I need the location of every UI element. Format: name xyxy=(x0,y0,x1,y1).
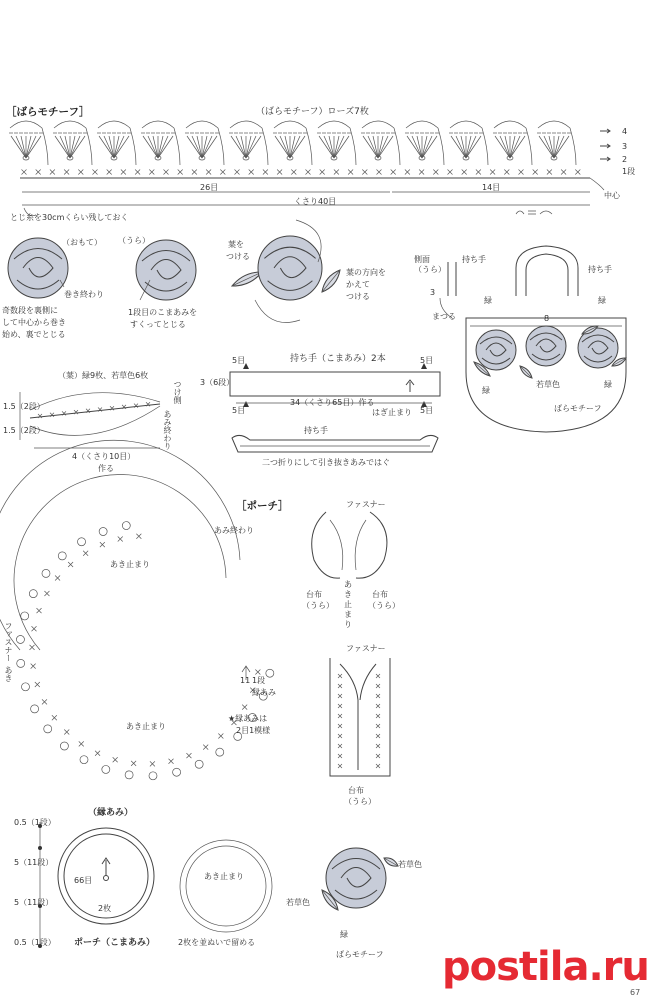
strip-cross xyxy=(575,170,580,175)
petal-arc xyxy=(142,121,174,128)
scallop xyxy=(216,748,224,756)
arc-guide xyxy=(255,300,300,323)
handle-5-tl: 5目 xyxy=(232,356,246,365)
tall-stitch xyxy=(334,136,344,158)
pouch-cross xyxy=(203,745,208,750)
dim-2: 5（11段） xyxy=(14,858,54,867)
dim-dot xyxy=(38,846,42,850)
leaf-title: （葉）緑9枚、若草色6枚 xyxy=(58,371,149,380)
pouch-cross xyxy=(52,715,57,720)
tall-stitch xyxy=(114,136,124,158)
tall-stitch xyxy=(500,136,510,158)
bag-green-l: 緑 xyxy=(484,296,492,305)
tall-stitch xyxy=(16,136,26,158)
petal-side xyxy=(482,128,488,165)
tall-stitch xyxy=(554,136,564,158)
pouch-center xyxy=(104,876,109,881)
strip-cross xyxy=(121,170,126,175)
scallop xyxy=(58,552,66,560)
pouch-cross xyxy=(169,759,174,764)
pouch-cross xyxy=(136,534,141,539)
caption-2: 2枚を並ぬいで留める xyxy=(178,938,256,947)
zipper-teeth xyxy=(330,520,366,570)
strip-cross xyxy=(391,170,396,175)
zipper-stitch xyxy=(338,714,342,718)
strip-cross xyxy=(164,170,169,175)
tall-stitch xyxy=(544,136,554,158)
leaf-attach-side: つけ側 xyxy=(173,380,182,404)
pouch-cross xyxy=(131,761,136,766)
zipper-stitch xyxy=(376,704,380,708)
bag-side-back: （うら） xyxy=(414,265,446,274)
tall-stitch xyxy=(60,136,70,158)
zipper-pull xyxy=(340,664,376,770)
handle-label: 持ち手 xyxy=(304,426,328,435)
stitches-66: 66目 xyxy=(74,876,93,885)
dim-1: 0.5（1段） xyxy=(14,818,56,827)
bag-num-3: 3 xyxy=(430,288,436,297)
zipper-stitch xyxy=(338,724,342,728)
scallop xyxy=(60,742,68,750)
edge-title: （縁あみ） xyxy=(88,808,134,818)
scallop xyxy=(42,569,50,577)
handle-5-bl: 5目 xyxy=(232,406,246,415)
zipper-stitch xyxy=(376,734,380,738)
strip-cross xyxy=(405,170,410,175)
leaf-vein xyxy=(520,366,532,378)
zipper-stitch xyxy=(376,724,380,728)
petal-side xyxy=(438,128,444,165)
rose-front-label: （おもて） xyxy=(62,238,102,247)
leaf-attach-1: 葉を xyxy=(228,240,244,249)
tall-stitch xyxy=(456,136,466,158)
row-label-3: 3 xyxy=(622,142,628,151)
zipper-stitch xyxy=(376,674,380,678)
watermark-logo: postila.ru xyxy=(442,944,649,990)
zipper-stitch xyxy=(376,744,380,748)
pouch-row1: 1段 xyxy=(252,676,266,685)
wind-note-2: して中心から巻き xyxy=(2,318,66,327)
dim-3: 5（11段） xyxy=(14,898,54,907)
pouch-edge-label: 縁あみ xyxy=(252,688,276,697)
leaf-chart-center xyxy=(30,404,160,418)
pouch-caption: ポーチ（こまあみ） xyxy=(74,938,156,948)
rose-back-label: （うら） xyxy=(118,236,150,245)
handle-strip xyxy=(230,372,440,396)
tall-stitch xyxy=(70,136,80,158)
pouch-cross xyxy=(44,591,49,596)
pouch-cross xyxy=(95,751,100,756)
strip-cross xyxy=(64,170,69,175)
handle-height: 3（6段） xyxy=(200,378,235,387)
pouch-cross xyxy=(113,757,118,762)
pouch-cross xyxy=(150,761,155,766)
leaf-dir-2: かえて xyxy=(346,280,370,289)
strip-cross xyxy=(36,170,41,175)
petal-side xyxy=(394,128,400,165)
strip-cross xyxy=(235,170,240,175)
leaf-chart-top xyxy=(30,393,160,410)
zipper-stitch xyxy=(338,694,342,698)
base-l-2: （うら） xyxy=(302,601,334,610)
stitched-circle-outer xyxy=(180,840,272,932)
stop-char-1: あ xyxy=(344,580,352,589)
pouch-cross xyxy=(255,670,260,675)
base-r-1: 台布 xyxy=(372,590,388,599)
strip-cross xyxy=(377,170,382,175)
bag-green-b2: 緑 xyxy=(604,380,612,389)
bag-handle-outer xyxy=(516,246,578,296)
center-arrow xyxy=(590,178,604,190)
petal-side xyxy=(306,128,312,165)
bag-motif-label: ばらモチーフ xyxy=(554,404,602,413)
petal-arc xyxy=(186,121,218,128)
petal-arc xyxy=(54,121,86,128)
close-note-1: 1段目のこまあみを xyxy=(128,308,198,317)
strip-cross xyxy=(448,170,453,175)
strip-cross xyxy=(490,170,495,175)
wind-note-1: 奇数段を裏側に xyxy=(2,306,58,315)
handle-fold-note: 二つ折りにして引き抜きあみではぐ xyxy=(262,458,390,467)
petal-arc xyxy=(274,121,306,128)
strip-cross xyxy=(476,170,481,175)
dim-4: 0.5（1段） xyxy=(14,938,56,947)
strip-cross xyxy=(22,170,27,175)
strip-cross xyxy=(433,170,438,175)
tall-stitch xyxy=(280,136,290,158)
pouch-cross xyxy=(55,576,60,581)
rose-section-title: ［ばらモチーフ］ xyxy=(6,106,90,118)
row-label-2: 2 xyxy=(622,155,628,164)
bag-sew-label: まつる xyxy=(432,312,456,321)
tall-stitch xyxy=(290,136,300,158)
leaf-chart-bottom xyxy=(30,406,160,435)
pouch-cross xyxy=(79,741,84,746)
pouch-cross xyxy=(68,562,73,567)
petal-side xyxy=(218,128,224,165)
petal-side xyxy=(174,128,180,165)
strip-cross xyxy=(348,170,353,175)
center-label: 中心 xyxy=(604,191,620,200)
petal-arc xyxy=(10,121,42,128)
strip-cross xyxy=(419,170,424,175)
stop-char-2: き xyxy=(344,590,352,599)
pouch-zipper-opening-2: あき xyxy=(4,666,13,682)
base-l-1: 台布 xyxy=(306,590,322,599)
petal-side xyxy=(526,128,532,165)
bag-green-b1: 緑 xyxy=(482,386,490,395)
leaf-attach-2: つける xyxy=(226,252,250,261)
leaf-vein xyxy=(322,270,340,292)
pouch-cross xyxy=(30,645,35,650)
scallop xyxy=(173,768,181,776)
zipper-stitch xyxy=(338,754,342,758)
pouch-cross xyxy=(186,753,191,758)
pieces-2: 2枚 xyxy=(98,904,112,913)
petal-side xyxy=(262,128,268,165)
strip-cross xyxy=(561,170,566,175)
base-r-2: （うら） xyxy=(368,601,400,610)
zipper-stitch xyxy=(376,764,380,768)
count-14: 14目 xyxy=(482,183,501,192)
row-label-1: 1段 xyxy=(622,167,636,176)
petal-side xyxy=(86,128,92,165)
pouch-cross xyxy=(64,729,69,734)
tall-stitch xyxy=(466,136,476,158)
stop-char-4: ま xyxy=(344,610,352,619)
strip-cross xyxy=(334,170,339,175)
petal-side xyxy=(130,128,136,165)
petal-arc xyxy=(406,121,438,128)
bag-handle-label: 持ち手 xyxy=(462,255,486,264)
pouch-ring-outer xyxy=(0,440,240,650)
pouch-cross xyxy=(37,608,42,613)
tall-stitch xyxy=(192,136,202,158)
strip-cross xyxy=(206,170,211,175)
bag-wakakusa: 若草色 xyxy=(536,380,560,389)
leaf-dir-1: 葉の方向を xyxy=(346,268,386,277)
scallop xyxy=(21,683,29,691)
scallop xyxy=(21,612,29,620)
scallop xyxy=(195,760,203,768)
strip-cross xyxy=(519,170,524,175)
pouch-edge-note-2: 2目1模様 xyxy=(236,726,271,735)
stop-char-3: 止 xyxy=(344,600,352,609)
pouch-cross xyxy=(31,664,36,669)
tall-stitch xyxy=(26,136,36,158)
bag-green-r: 緑 xyxy=(598,296,606,305)
strip-cross xyxy=(135,170,140,175)
wind-end-label: 巻き終わり xyxy=(64,290,104,299)
scallop xyxy=(31,705,39,713)
pouch-knit-end: あみ終わり xyxy=(214,526,254,535)
strip-cross xyxy=(306,170,311,175)
tall-stitch xyxy=(202,136,212,158)
pouch-cross xyxy=(218,733,223,738)
zipper-stitch xyxy=(338,674,342,678)
folded-handle xyxy=(232,435,438,452)
strip-cross xyxy=(277,170,282,175)
scallop xyxy=(122,522,130,530)
petal-arc xyxy=(230,121,262,128)
strip-cross xyxy=(178,170,183,175)
scallop xyxy=(102,765,110,773)
zipper-stitch xyxy=(376,714,380,718)
petal-arc xyxy=(538,121,570,128)
strip-cross xyxy=(107,170,112,175)
pouch-arrow xyxy=(102,858,110,876)
handle-gather: はぎ止まり xyxy=(372,408,412,417)
zipper-stitch xyxy=(338,764,342,768)
petal-side xyxy=(570,128,576,165)
zipper-stitch xyxy=(338,704,342,708)
scallop xyxy=(149,772,157,780)
tall-stitch xyxy=(368,136,378,158)
strip-cross xyxy=(320,170,325,175)
tall-stitch xyxy=(246,136,256,158)
page-number: 67 xyxy=(630,988,641,997)
handle-title: 持ち手（こまあみ）2本 xyxy=(290,354,386,364)
scallop xyxy=(44,725,52,733)
pouch-opening-top: あき止まり xyxy=(110,560,150,569)
pouch-cross xyxy=(35,682,40,687)
scallop xyxy=(125,771,133,779)
wakakusa-1: 若草色 xyxy=(398,860,422,869)
zipper-top xyxy=(312,512,387,578)
scallop xyxy=(29,590,37,598)
tall-stitch xyxy=(236,136,246,158)
scallop xyxy=(17,659,25,667)
leaf-dir-3: つける xyxy=(346,292,370,301)
wind-note-3: 始め、裏でとじる xyxy=(2,330,66,339)
pouch-cross xyxy=(242,705,247,710)
pouch-zipper-opening-1: ファスナー xyxy=(4,622,13,662)
strip-cross xyxy=(249,170,254,175)
strip-cross xyxy=(149,170,154,175)
strip-cross xyxy=(263,170,268,175)
rose-chart-title: （ばらモチーフ）ローズ7枚 xyxy=(256,107,369,117)
scissor-symbol xyxy=(516,211,552,214)
strip-cross xyxy=(291,170,296,175)
green-label: 緑 xyxy=(340,930,348,939)
strip-cross xyxy=(362,170,367,175)
pouch-section-title: ［ポーチ］ xyxy=(236,500,289,512)
zipper-label-1: ファスナー xyxy=(346,500,386,509)
zipper-stitch xyxy=(376,694,380,698)
base-b-1: 台布 xyxy=(348,786,364,795)
stop-char-5: り xyxy=(344,620,352,629)
petal-arc xyxy=(362,121,394,128)
tall-stitch xyxy=(104,136,114,158)
petal-arc xyxy=(450,121,482,128)
bag-handle2-label: 持ち手 xyxy=(588,265,612,274)
leaf-h2: 1.5（2段） xyxy=(3,426,45,435)
stitched-circle-inner xyxy=(186,846,266,926)
strip-cross xyxy=(462,170,467,175)
petal-arc xyxy=(494,121,526,128)
strip-cross xyxy=(547,170,552,175)
leaf-h1: 1.5（2段） xyxy=(3,402,45,411)
motif-label: ばらモチーフ xyxy=(336,950,384,959)
pouch-cross xyxy=(100,542,105,547)
zipper-stitch xyxy=(338,684,342,688)
bag-side-handle xyxy=(448,262,456,296)
tall-stitch xyxy=(158,136,168,158)
scallop xyxy=(266,669,274,677)
count-26: 26目 xyxy=(200,183,219,192)
zipper-stitch xyxy=(338,734,342,738)
row-label-4: 4 xyxy=(622,127,628,136)
scallop xyxy=(99,528,107,536)
pouch-opening-bottom: あき止まり xyxy=(126,722,166,731)
strip-cross xyxy=(192,170,197,175)
strip-cross xyxy=(93,170,98,175)
tall-stitch xyxy=(412,136,422,158)
leave-tail-note: とじ糸を30cmくらい残しておく xyxy=(10,213,129,222)
strip-cross xyxy=(78,170,83,175)
close-note-2: すくってとじる xyxy=(130,320,186,329)
scallop xyxy=(16,635,24,643)
scallop xyxy=(80,756,88,764)
bag-handle-inner xyxy=(526,254,568,296)
tall-stitch xyxy=(378,136,388,158)
petal-side xyxy=(350,128,356,165)
pouch-cross xyxy=(42,699,47,704)
petal-arc xyxy=(98,121,130,128)
leaf-make: 作る xyxy=(98,464,114,473)
base-b-2: （うら） xyxy=(344,797,376,806)
strip-cross xyxy=(533,170,538,175)
wakakusa-2: 若草色 xyxy=(286,898,310,907)
strip-cross xyxy=(50,170,55,175)
leaf-knit-end: あみ終わり xyxy=(163,410,172,450)
pouch-row11: 11 xyxy=(240,676,251,685)
opening-label: あき止まり xyxy=(204,872,244,881)
chain-40: くさり40目 xyxy=(294,197,337,206)
tall-stitch xyxy=(510,136,520,158)
petal-arc xyxy=(318,121,350,128)
pouch-cross xyxy=(32,626,37,631)
zipper-stitch xyxy=(338,744,342,748)
bag-num-8: 8 xyxy=(544,314,550,323)
bag-side-label: 側面 xyxy=(414,255,430,264)
tall-stitch xyxy=(324,136,334,158)
handle-chain: 34（くさり65目）作る xyxy=(290,398,375,407)
pouch-cross xyxy=(118,536,123,541)
strip-cross xyxy=(220,170,225,175)
zipper-stitch xyxy=(376,684,380,688)
zipper-label-2: ファスナー xyxy=(346,644,386,653)
pouch-edge-note-1: ★縁あみは xyxy=(228,714,268,723)
zipper-stitch xyxy=(376,754,380,758)
handle-5-br: 5目 xyxy=(420,406,434,415)
tall-stitch xyxy=(422,136,432,158)
strip-cross xyxy=(504,170,509,175)
handle-5-tr: 5目 xyxy=(420,356,434,365)
leaf-width: 4（くさり10目） xyxy=(72,452,136,461)
petal-side xyxy=(42,128,48,165)
pouch-cross xyxy=(83,551,88,556)
scallop xyxy=(78,538,86,546)
tall-stitch xyxy=(148,136,158,158)
